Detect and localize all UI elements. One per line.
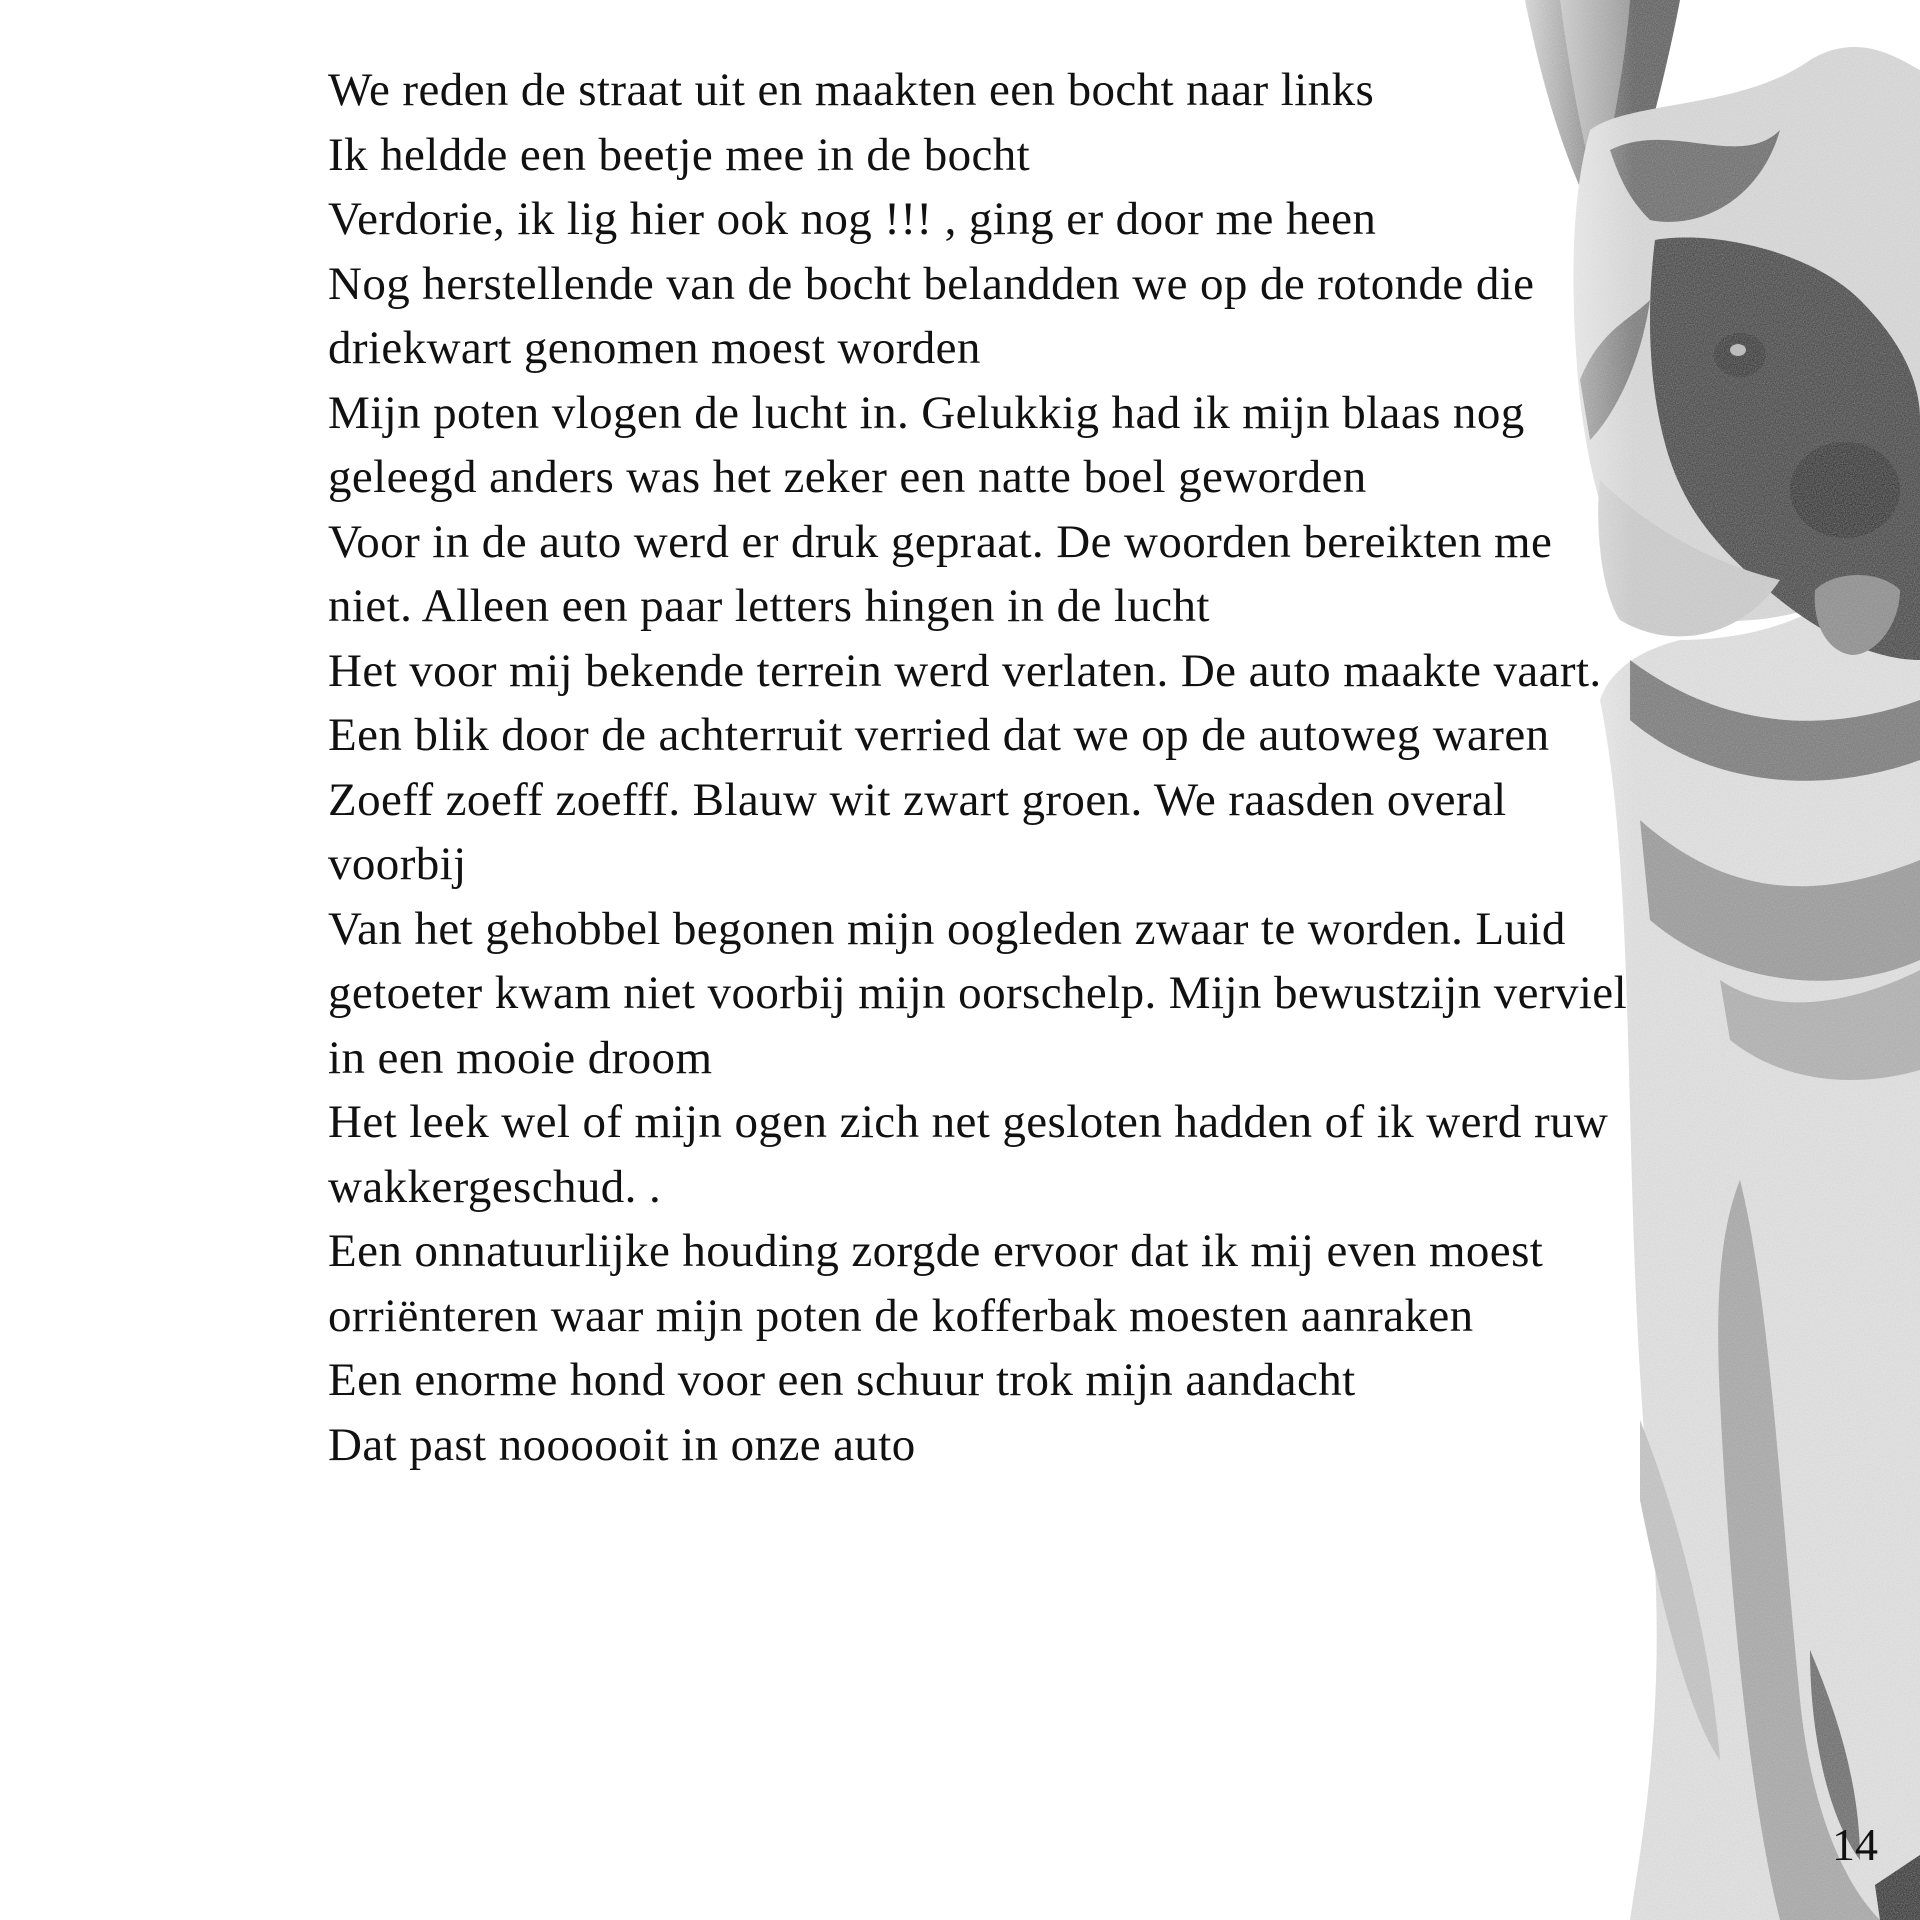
story-line: Een enorme hond voor een schuur trok mijn aandacht bbox=[328, 1354, 1356, 1406]
story-line: Voor in de auto werd er druk gepraat. De woorden bereikten me niet. Alleen een paar letters hingen in de lucht bbox=[328, 515, 1553, 632]
story-line: Het leek wel of mijn ogen zich net gesloten hadden of ik werd ruw wakkergeschud. . bbox=[328, 1096, 1609, 1213]
story-line: Ik heldde een beetje mee in de bocht bbox=[328, 128, 1031, 181]
story-text bbox=[328, 58, 1638, 1477]
story-line: Dat past noooooit in onze auto bbox=[328, 1418, 916, 1471]
story-line: Verdorie, ik lig hier ook nog !!! , ging er door me heen bbox=[328, 193, 1377, 245]
story-line: Het voor mij bekende terrein werd verlaten. De auto maakte vaart. Een blik door de achterruit verried dat we op de autoweg waren bbox=[328, 644, 1602, 761]
story-line: Mijn poten vlogen de lucht in. Gelukkig had ik mijn blaas nog geleegd anders was het zeker een natte boel geworden bbox=[328, 386, 1525, 503]
story-line: Nog herstellende van de bocht belandden we op de rotonde die driekwart genomen moest worden bbox=[328, 257, 1535, 374]
story-line: We reden de straat uit en maakten een bocht naar links bbox=[328, 64, 1375, 116]
story-line: Zoeff zoeff zoefff. Blauw wit zwart groen. We raasden overal voorbij bbox=[328, 773, 1507, 890]
story-line: Een onnatuurlijke houding zorgde ervoor dat ik mij even moest orriënteren waar mijn poten de kofferbak moesten aanraken bbox=[328, 1225, 1544, 1342]
story-line: Van het gehobbel begonen mijn oogleden zwaar te worden. Luid getoeter kwam niet voorbij mijn oorschelp. Mijn bewustzijn verviel in een mooie droom bbox=[328, 902, 1628, 1084]
page-number: 14 bbox=[1832, 1819, 1878, 1870]
